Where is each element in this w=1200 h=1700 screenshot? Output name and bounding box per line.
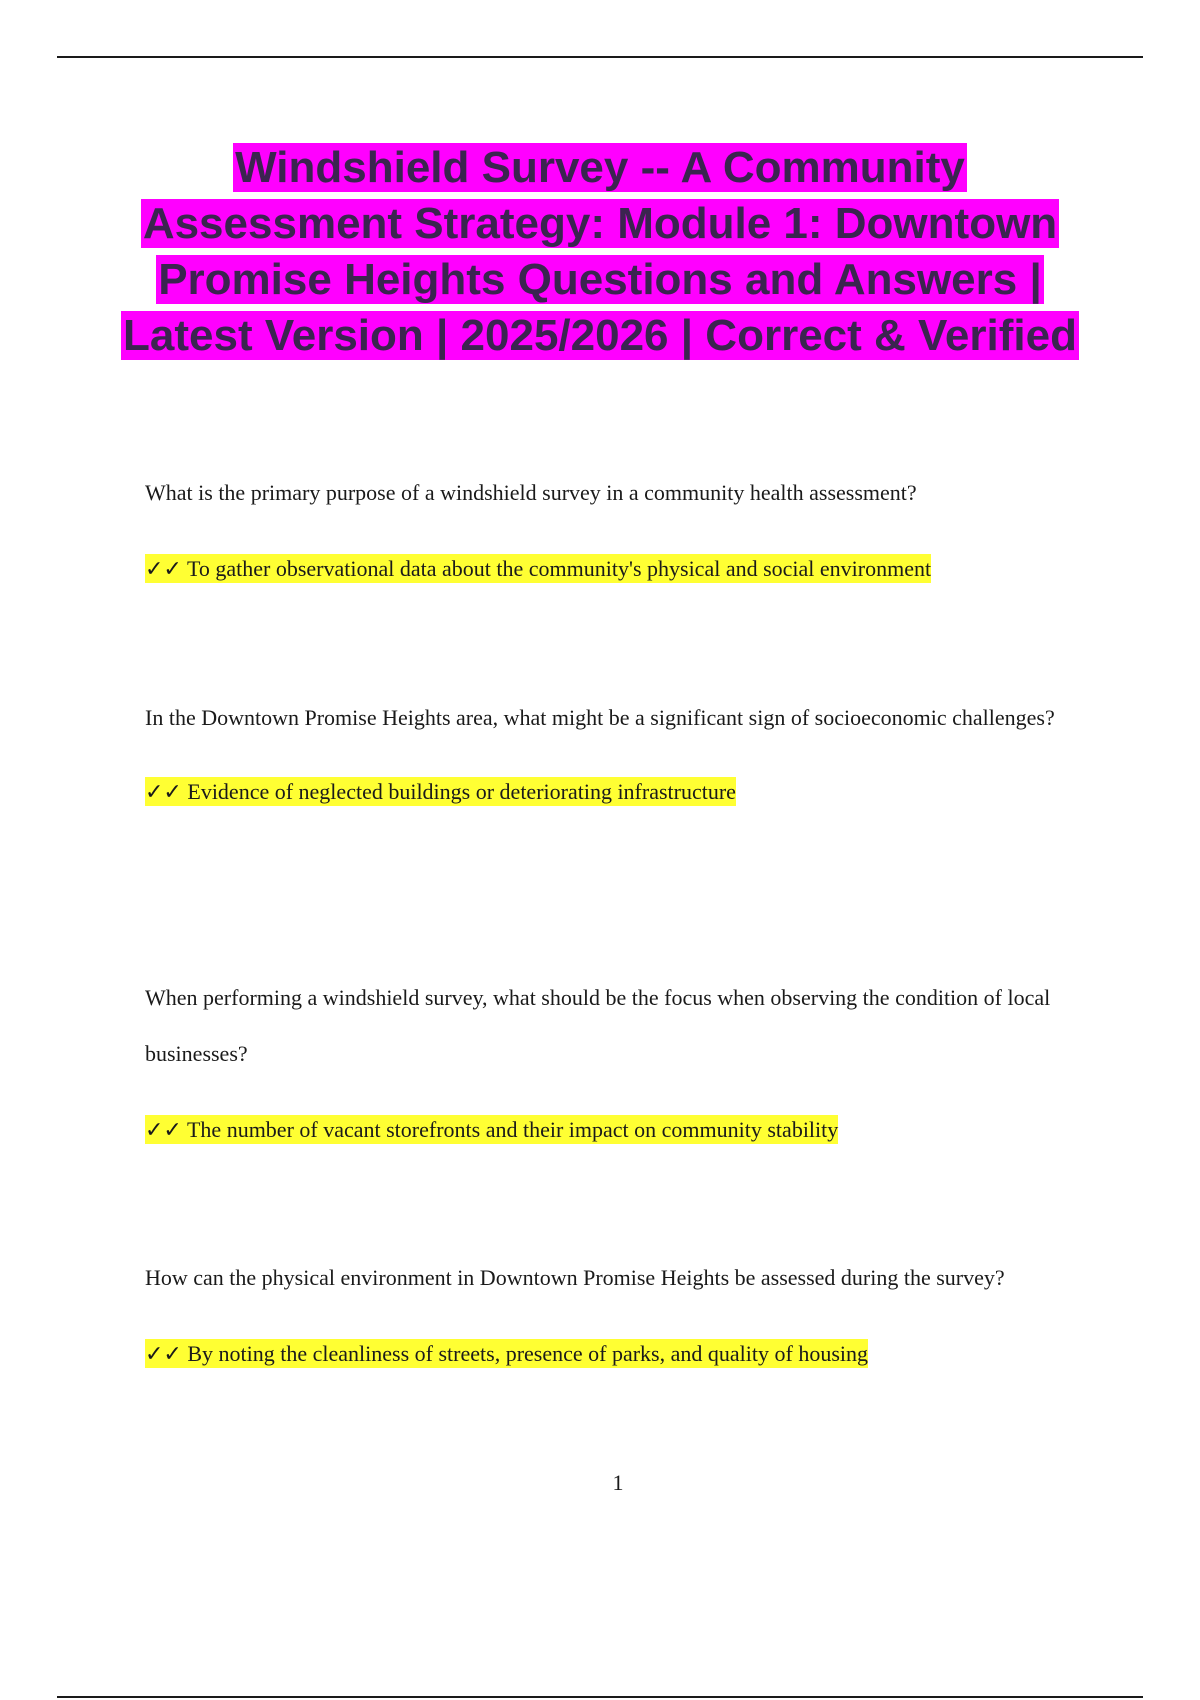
qa-item [145,1250,1085,1383]
qa-item [145,970,1085,1159]
answer-line [145,1102,1085,1159]
qa-item [145,690,1085,821]
answer-text: Evidence of neglected buildings or deteriorating infrastructure [187,779,736,804]
answer-highlight [145,1339,868,1368]
top-rule [57,56,1143,58]
answer-line [145,1326,1085,1383]
page-number: 1 [612,1470,624,1495]
title-text: Windshield Survey -- A Community Assessment Strategy: Module 1: Downtown Promise Heights Questions and Answers | Latest Version | 2025/2026 | Correct & Verified [123,143,1077,360]
answer-text: To gather observational data about the community's physical and social environment [186,556,932,581]
answer-highlight [145,777,736,806]
double-check-icon: ✓✓ [145,1118,182,1143]
qa-item [145,465,1085,598]
document-title [120,140,1080,364]
question-text: What is the primary purpose of a windshield survey in a community health assessment? [145,480,917,505]
question-text: When performing a windshield survey, what should be the focus when observing the condition of local businesses? [145,985,1051,1066]
answer-line [145,541,1085,598]
answer-highlight [145,554,931,583]
bottom-rule [57,1696,1143,1698]
question-text: How can the physical environment in Downtown Promise Heights be assessed during the survey? [145,1265,1005,1290]
answer-line [145,764,1085,821]
double-check-icon: ✓✓ [145,1342,182,1367]
answer-text: By noting the cleanliness of streets, presence of parks, and quality of housing [187,1341,868,1366]
double-check-icon: ✓✓ [145,557,182,582]
question-text: In the Downtown Promise Heights area, what might be a significant sign of socioeconomic challenges? [145,705,1055,730]
double-check-icon: ✓✓ [145,780,182,805]
answer-text: The number of vacant storefronts and their impact on community stability [186,1117,839,1142]
answer-highlight [145,1115,838,1144]
